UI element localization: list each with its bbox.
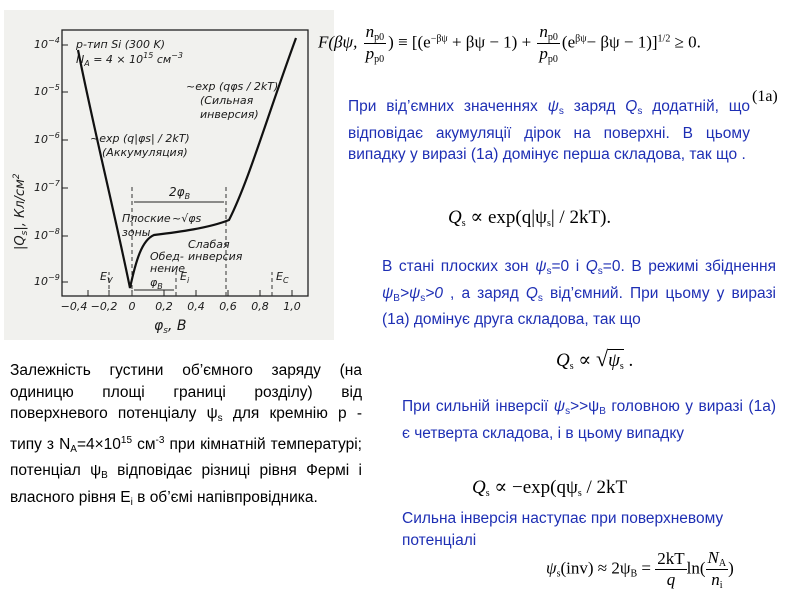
ytick-label: $10^{-5}$ [34, 83, 60, 98]
band-ei-label: $E_i$ [180, 270, 190, 285]
equation-inversion-threshold: $\psi_s(inv) \approx 2\psi_B$ = $\frac{2kT}{q}$ ln( $\frac{N_A}{n_i}$ ) [546, 548, 734, 591]
ann-strong-label: (Сильная [200, 94, 254, 107]
plot-frame [62, 30, 308, 296]
equation-depletion: $Q_s \propto √\psi_s$ . [556, 346, 634, 372]
ytick-label: $10^{-8}$ [34, 227, 60, 242]
ann-strong-label2: инверсия) [200, 108, 259, 121]
equation-strong-inversion: $Q_s \propto -\exp(q\psi_s / 2kT$ [472, 477, 628, 499]
ann-depl2: нение [150, 262, 186, 275]
figure-legend-line2: $N_A = 4 \times 10^{15}$ $см^{-3}$ [76, 51, 183, 68]
figure-svg [4, 10, 334, 340]
xtick-label: 0 [128, 300, 136, 313]
charge-vs-potential-figure [4, 10, 334, 340]
xtick-label: 0,6 [219, 300, 237, 313]
xtick-label: 0,8 [251, 300, 269, 313]
figure-caption: Залежність густини об’ємного заряду (на одиницю площі границі розділу) від поверхневого потенціалу $\psi_s$ для кремнію p - типу з $N_A=4\times 10^{15}$ $см^{-3}$ при кімнатній температурі; потенціал $\psi_B$ відповідає різниці рівня Фермі і власного рівня $E_i$ в об’ємі напівпровідника. [10, 362, 362, 508]
band-ec-label: $E_C$ [276, 270, 289, 285]
ann-sqrt: ~√φs [172, 212, 202, 225]
xtick-label: 1,0 [283, 300, 301, 313]
ann-weak2: инверсия [188, 250, 243, 263]
ytick-label: $10^{-7}$ [34, 179, 60, 194]
xtick-label: −0,4 [60, 300, 88, 313]
ytick-label: $10^{-4}$ [34, 36, 60, 51]
equation-1a: F(βψ, $\frac{n_{p0}}{p_{p0}}$ ) ≡ [$(e^{-\beta\psi} + \beta\psi - 1)$ + $\frac{n_{p0}}{p_{p0}}$ $(e^{\beta\psi}- \beta\psi - 1)]^{1/2} \ge 0$. [318, 22, 701, 65]
ann-weak1: Слабая [188, 238, 230, 251]
phiB-label: $\varphi_B$ [150, 276, 163, 291]
ann-strong-formula: ~exp (qφs / 2kT) [186, 80, 279, 93]
xtick-label: 0,2 [155, 300, 173, 313]
ann-accum-formula: ~exp (q|φs| / 2kT) [90, 132, 190, 145]
xtick-label: 0,4 [187, 300, 205, 313]
paragraph-accumulation: При від’ємних значеннях $\psi_s$ заряд $Q_s$ додатній, що відповідає акумуляції дірок на поверхні. В цьому випадку у виразі (1а) домінує перша складова, так що . [348, 98, 750, 163]
paragraph-strong-inversion: При сильній інверсії $\psi_s>>\psi_B$ головною у виразі (1а) є четверта складова, і в цьому випадку [402, 398, 776, 442]
ytick-label: $10^{-9}$ [34, 273, 60, 288]
figure-legend-line1: p-тип Si (300 K) [76, 38, 166, 51]
two-phiB-label: $2\varphi_B$ [169, 185, 191, 201]
paragraph-inversion-threshold: Сильна інверсія наступає при поверхневому потенціалі [402, 510, 724, 549]
ann-accum-label: (Аккумуляция) [102, 146, 188, 159]
ann-flat2: зоны [122, 226, 151, 239]
paragraph-depletion: В стані плоских зон $\psi_s=0$ і $Q_s=0$. В режимі збіднення $\psi_B>\psi_s>0$ , а заряд $Q_s$ від’ємний. При цьому у виразі (1а) домінує друга складова, так що [382, 258, 777, 328]
band-ev-label: $E_V$ [100, 270, 113, 285]
equation-1a-label: (1a) [752, 88, 778, 105]
ann-depl1: Обед- [150, 250, 184, 263]
ann-flat1: Плоские [122, 212, 171, 225]
charge-curve [78, 38, 296, 288]
equation-accumulation: $Q_s \propto \exp(q|\psi_s| / 2kT)$. [448, 207, 612, 229]
x-axis-label: $\varphi_s$, B [154, 318, 187, 336]
ytick-label: $10^{-6}$ [34, 131, 60, 146]
y-axis-label: $|Q_s|$, $Кл/см^2$ [12, 173, 30, 250]
xtick-label: −0,2 [90, 300, 118, 313]
